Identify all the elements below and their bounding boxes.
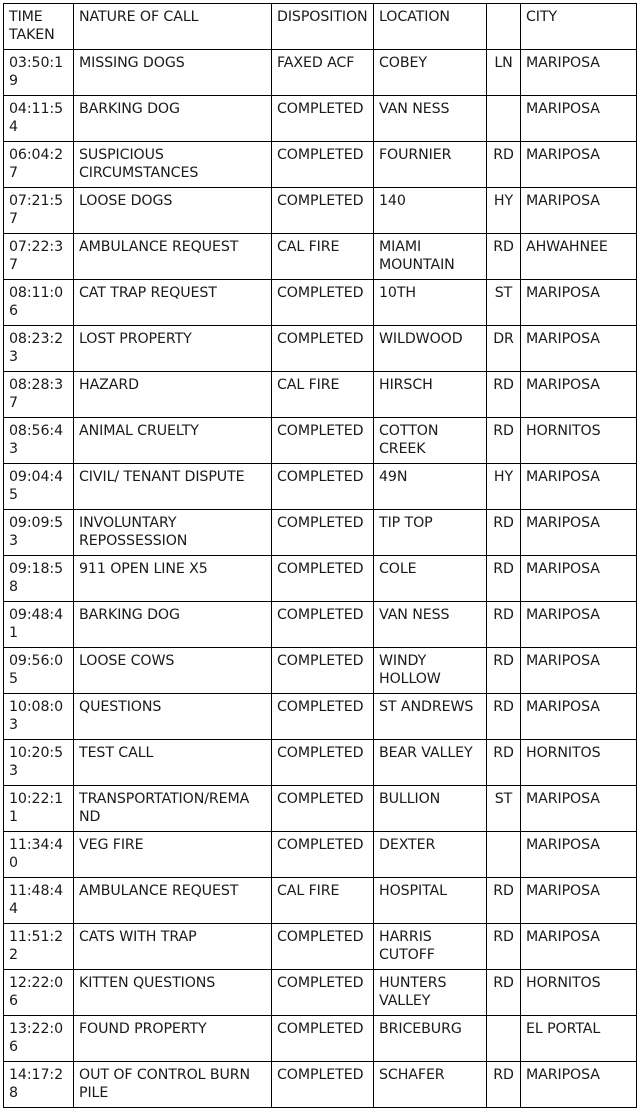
cell-time-taken: 04:11:54 <box>4 96 74 142</box>
cell-location: HUNTERS VALLEY <box>374 970 487 1016</box>
cell-disposition: COMPLETED <box>272 280 374 326</box>
cell-time-taken: 14:17:28 <box>4 1062 74 1108</box>
cell-street-suffix: HY <box>487 188 521 234</box>
cell-street-suffix: ST <box>487 280 521 326</box>
table-row <box>4 50 637 96</box>
header-row <box>4 4 637 50</box>
cell-nature-of-call: AMBULANCE REQUEST <box>74 878 272 924</box>
table-row <box>4 96 637 142</box>
cell-time-taken: 06:04:27 <box>4 142 74 188</box>
header-disposition: DISPOSITION <box>272 4 374 50</box>
table-row <box>4 372 637 418</box>
table-row <box>4 648 637 694</box>
cell-city: MARIPOSA <box>521 326 637 372</box>
table-row <box>4 326 637 372</box>
cell-disposition: COMPLETED <box>272 142 374 188</box>
cell-nature-of-call: OUT OF CONTROL BURN PILE <box>74 1062 272 1108</box>
cell-street-suffix: RD <box>487 372 521 418</box>
cell-location: VAN NESS <box>374 602 487 648</box>
cell-time-taken: 10:22:11 <box>4 786 74 832</box>
cell-time-taken: 11:34:40 <box>4 832 74 878</box>
cell-city: MARIPOSA <box>521 280 637 326</box>
cell-time-taken: 12:22:06 <box>4 970 74 1016</box>
cell-location: BRICEBURG <box>374 1016 487 1062</box>
cell-city: MARIPOSA <box>521 96 637 142</box>
cell-location: BULLION <box>374 786 487 832</box>
cell-disposition: CAL FIRE <box>272 372 374 418</box>
cell-time-taken: 09:56:05 <box>4 648 74 694</box>
cell-street-suffix: RD <box>487 510 521 556</box>
cell-city: HORNITOS <box>521 970 637 1016</box>
header-city: CITY <box>521 4 637 50</box>
table-row <box>4 924 637 970</box>
cell-location: MIAMI MOUNTAIN <box>374 234 487 280</box>
cell-city: MARIPOSA <box>521 602 637 648</box>
table-row <box>4 694 637 740</box>
cell-location: COTTON CREEK <box>374 418 487 464</box>
cell-street-suffix: DR <box>487 326 521 372</box>
cell-disposition: CAL FIRE <box>272 878 374 924</box>
cell-nature-of-call: LOOSE DOGS <box>74 188 272 234</box>
cell-location: SCHAFER <box>374 1062 487 1108</box>
cell-street-suffix: RD <box>487 694 521 740</box>
cell-time-taken: 07:22:37 <box>4 234 74 280</box>
cell-location: HARRIS CUTOFF <box>374 924 487 970</box>
cell-city: MARIPOSA <box>521 694 637 740</box>
cell-street-suffix: RD <box>487 418 521 464</box>
cell-location: 140 <box>374 188 487 234</box>
cell-street-suffix: RD <box>487 234 521 280</box>
cell-time-taken: 11:51:22 <box>4 924 74 970</box>
cell-street-suffix: RD <box>487 878 521 924</box>
cell-location: DEXTER <box>374 832 487 878</box>
cell-disposition: CAL FIRE <box>272 234 374 280</box>
cell-disposition: COMPLETED <box>272 1062 374 1108</box>
cell-disposition: COMPLETED <box>272 188 374 234</box>
cell-city: MARIPOSA <box>521 556 637 602</box>
cell-disposition: COMPLETED <box>272 418 374 464</box>
table-row <box>4 280 637 326</box>
cell-disposition: COMPLETED <box>272 832 374 878</box>
cell-location: TIP TOP <box>374 510 487 556</box>
cell-city: MARIPOSA <box>521 464 637 510</box>
cell-location: VAN NESS <box>374 96 487 142</box>
table-row <box>4 1016 637 1062</box>
cell-city: HORNITOS <box>521 418 637 464</box>
table-row <box>4 142 637 188</box>
table-row <box>4 464 637 510</box>
cell-time-taken: 11:48:44 <box>4 878 74 924</box>
cell-location: HOSPITAL <box>374 878 487 924</box>
cell-street-suffix: RD <box>487 648 521 694</box>
cell-nature-of-call: KITTEN QUESTIONS <box>74 970 272 1016</box>
cell-time-taken: 10:20:53 <box>4 740 74 786</box>
cell-street-suffix: HY <box>487 464 521 510</box>
cell-street-suffix <box>487 96 521 142</box>
cell-time-taken: 07:21:57 <box>4 188 74 234</box>
cell-street-suffix <box>487 832 521 878</box>
table-row <box>4 740 637 786</box>
cell-nature-of-call: CAT TRAP REQUEST <box>74 280 272 326</box>
cell-nature-of-call: ANIMAL CRUELTY <box>74 418 272 464</box>
header-location: LOCATION <box>374 4 487 50</box>
table-row <box>4 970 637 1016</box>
cell-nature-of-call: CIVIL/ TENANT DISPUTE <box>74 464 272 510</box>
cell-nature-of-call: VEG FIRE <box>74 832 272 878</box>
table-row <box>4 1062 637 1108</box>
cell-time-taken: 09:09:53 <box>4 510 74 556</box>
cell-location: BEAR VALLEY <box>374 740 487 786</box>
cell-street-suffix <box>487 1016 521 1062</box>
table-row <box>4 510 637 556</box>
cell-nature-of-call: INVOLUNTARY REPOSSESSION <box>74 510 272 556</box>
cell-street-suffix: RD <box>487 970 521 1016</box>
cell-location: WINDY HOLLOW <box>374 648 487 694</box>
cell-location: WILDWOOD <box>374 326 487 372</box>
cell-city: AHWAHNEE <box>521 234 637 280</box>
cell-city: MARIPOSA <box>521 50 637 96</box>
cell-disposition: COMPLETED <box>272 326 374 372</box>
cell-street-suffix: RD <box>487 924 521 970</box>
cell-time-taken: 08:56:43 <box>4 418 74 464</box>
table-row <box>4 188 637 234</box>
cell-time-taken: 03:50:19 <box>4 50 74 96</box>
cell-nature-of-call: BARKING DOG <box>74 96 272 142</box>
cell-city: MARIPOSA <box>521 924 637 970</box>
cell-disposition: COMPLETED <box>272 924 374 970</box>
cell-nature-of-call: TRANSPORTATION/REMA ND <box>74 786 272 832</box>
cell-disposition: COMPLETED <box>272 556 374 602</box>
cell-disposition: COMPLETED <box>272 740 374 786</box>
cell-nature-of-call: 911 OPEN LINE X5 <box>74 556 272 602</box>
cell-disposition: COMPLETED <box>272 96 374 142</box>
cell-disposition: COMPLETED <box>272 694 374 740</box>
cell-disposition: COMPLETED <box>272 1016 374 1062</box>
cell-disposition: COMPLETED <box>272 510 374 556</box>
table-row <box>4 832 637 878</box>
cell-location: COLE <box>374 556 487 602</box>
cell-time-taken: 08:23:23 <box>4 326 74 372</box>
cell-city: EL PORTAL <box>521 1016 637 1062</box>
cell-disposition: COMPLETED <box>272 602 374 648</box>
cell-nature-of-call: AMBULANCE REQUEST <box>74 234 272 280</box>
header-street-suffix <box>487 4 521 50</box>
cell-location: COBEY <box>374 50 487 96</box>
cell-nature-of-call: MISSING DOGS <box>74 50 272 96</box>
cell-time-taken: 08:11:06 <box>4 280 74 326</box>
call-log-table <box>3 3 637 1108</box>
cell-location: ST ANDREWS <box>374 694 487 740</box>
cell-city: MARIPOSA <box>521 832 637 878</box>
cell-location: 49N <box>374 464 487 510</box>
cell-city: MARIPOSA <box>521 372 637 418</box>
table-row <box>4 234 637 280</box>
table-row <box>4 786 637 832</box>
cell-nature-of-call: FOUND PROPERTY <box>74 1016 272 1062</box>
cell-city: MARIPOSA <box>521 510 637 556</box>
cell-location: 10TH <box>374 280 487 326</box>
cell-nature-of-call: SUSPICIOUS CIRCUMSTANCES <box>74 142 272 188</box>
cell-nature-of-call: LOOSE COWS <box>74 648 272 694</box>
cell-nature-of-call: QUESTIONS <box>74 694 272 740</box>
cell-city: MARIPOSA <box>521 1062 637 1108</box>
header-time-taken: TIME TAKEN <box>4 4 74 50</box>
cell-city: HORNITOS <box>521 740 637 786</box>
cell-street-suffix: LN <box>487 50 521 96</box>
cell-nature-of-call: CATS WITH TRAP <box>74 924 272 970</box>
cell-nature-of-call: TEST CALL <box>74 740 272 786</box>
cell-time-taken: 08:28:37 <box>4 372 74 418</box>
cell-disposition: FAXED ACF <box>272 50 374 96</box>
cell-nature-of-call: BARKING DOG <box>74 602 272 648</box>
table-row <box>4 556 637 602</box>
cell-disposition: COMPLETED <box>272 648 374 694</box>
cell-city: MARIPOSA <box>521 648 637 694</box>
cell-street-suffix: RD <box>487 740 521 786</box>
cell-location: HIRSCH <box>374 372 487 418</box>
cell-city: MARIPOSA <box>521 878 637 924</box>
table-row <box>4 418 637 464</box>
cell-street-suffix: RD <box>487 556 521 602</box>
cell-time-taken: 13:22:06 <box>4 1016 74 1062</box>
cell-location: FOURNIER <box>374 142 487 188</box>
cell-time-taken: 09:04:45 <box>4 464 74 510</box>
cell-city: MARIPOSA <box>521 142 637 188</box>
cell-time-taken: 10:08:03 <box>4 694 74 740</box>
table-row <box>4 878 637 924</box>
cell-street-suffix: RD <box>487 602 521 648</box>
cell-disposition: COMPLETED <box>272 970 374 1016</box>
cell-time-taken: 09:18:58 <box>4 556 74 602</box>
cell-city: MARIPOSA <box>521 188 637 234</box>
cell-street-suffix: RD <box>487 1062 521 1108</box>
cell-nature-of-call: HAZARD <box>74 372 272 418</box>
cell-disposition: COMPLETED <box>272 464 374 510</box>
header-nature-of-call: NATURE OF CALL <box>74 4 272 50</box>
cell-time-taken: 09:48:41 <box>4 602 74 648</box>
cell-nature-of-call: LOST PROPERTY <box>74 326 272 372</box>
table-row <box>4 602 637 648</box>
cell-disposition: COMPLETED <box>272 786 374 832</box>
cell-street-suffix: RD <box>487 142 521 188</box>
cell-street-suffix: ST <box>487 786 521 832</box>
cell-city: MARIPOSA <box>521 786 637 832</box>
